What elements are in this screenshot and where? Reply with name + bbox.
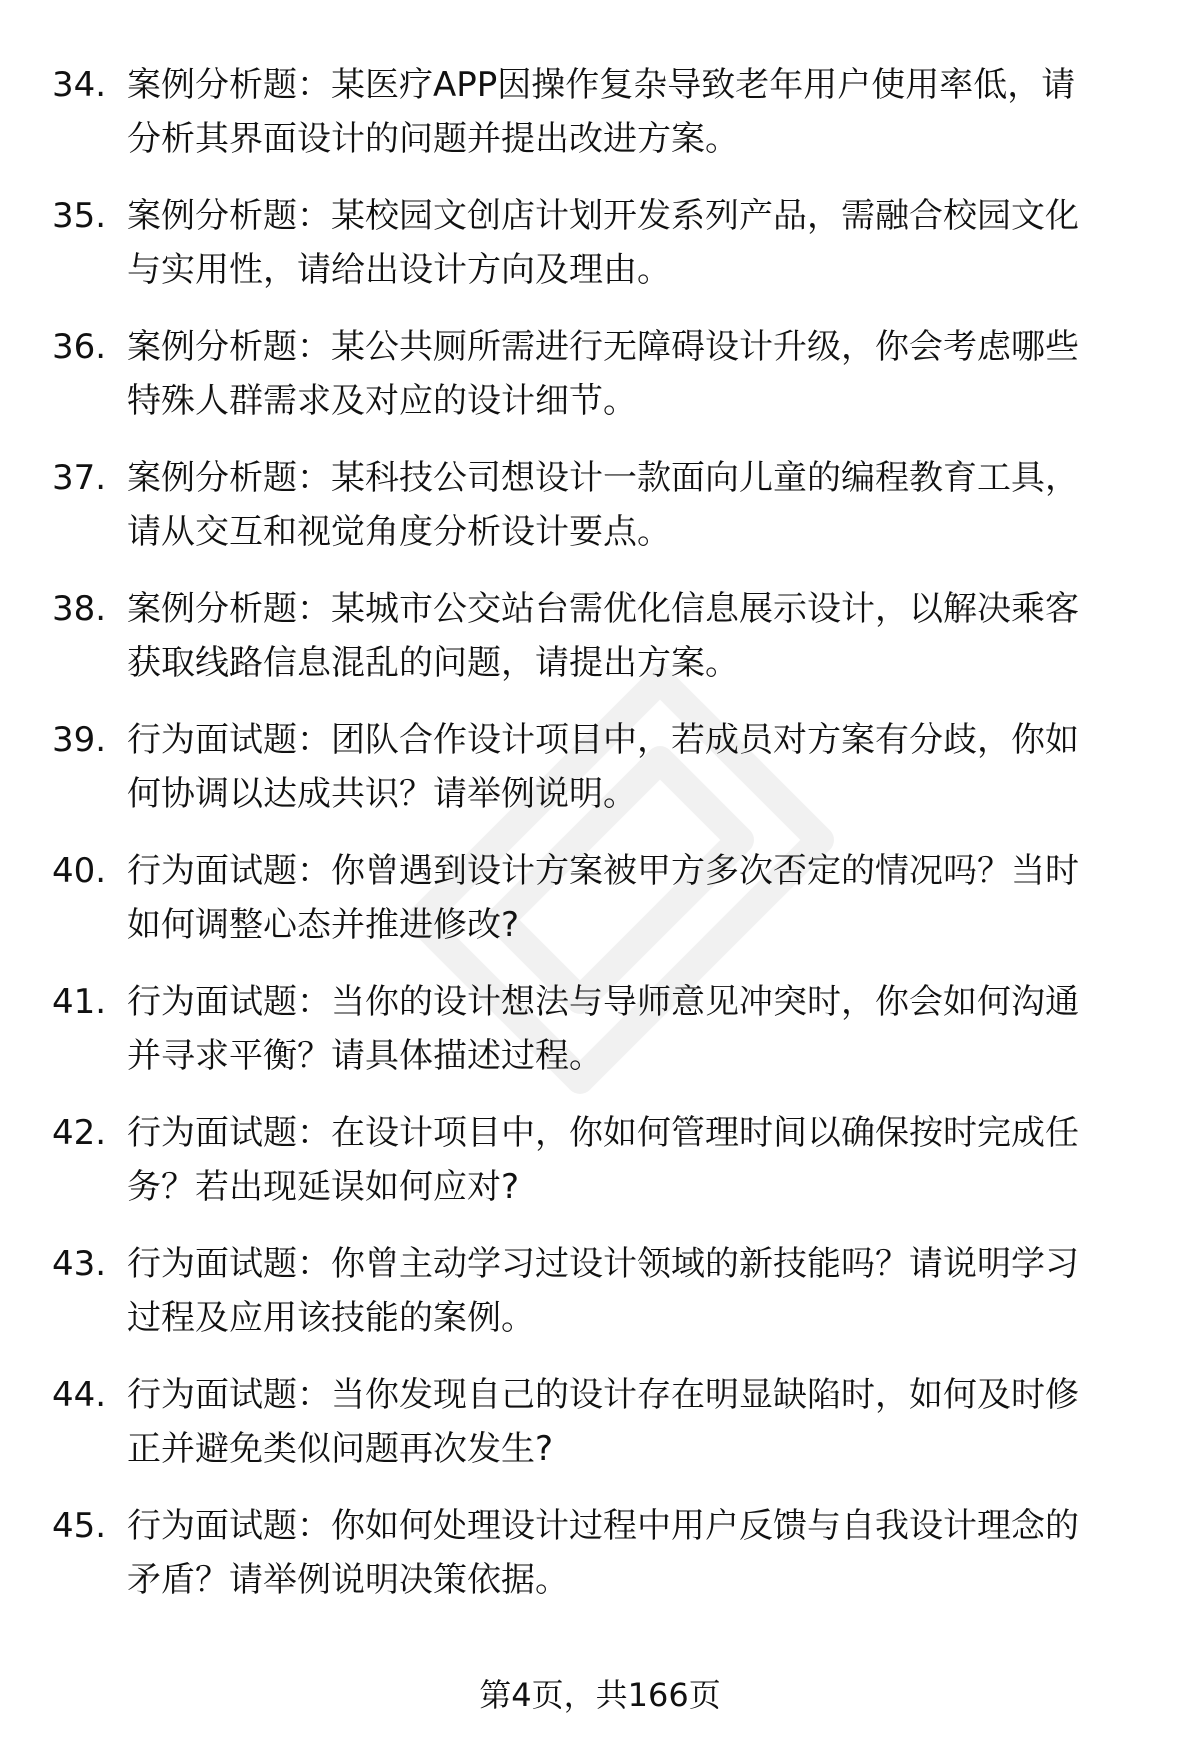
question-text-line: 案例分析题：某城市公交站台需优化信息展示设计，以解决乘客 (127, 589, 1079, 629)
question-number: 40. (52, 851, 107, 891)
question-text (127, 1499, 1137, 1607)
question-item (0, 320, 1200, 451)
question-number: 43. (52, 1244, 107, 1284)
question-text-line: 特殊人群需求及对应的设计细节。 (127, 381, 637, 421)
question-number: 36. (52, 327, 107, 367)
question-text (127, 58, 1137, 166)
question-number: 42. (52, 1113, 107, 1153)
question-text (127, 713, 1137, 821)
question-item (0, 1499, 1200, 1630)
question-text-line: 行为面试题：你曾主动学习过设计领域的新技能吗？请说明学习 (127, 1244, 1079, 1284)
question-item (0, 1237, 1200, 1368)
question-list (0, 58, 1200, 1630)
question-item (0, 1368, 1200, 1499)
question-text (127, 189, 1137, 297)
question-text (127, 975, 1137, 1083)
question-text (127, 451, 1137, 559)
question-number: 35. (52, 196, 107, 236)
page-footer: 第4页，共166页 (479, 1676, 721, 1714)
question-number: 34. (52, 65, 107, 105)
question-text-line: 行为面试题：当你的设计想法与导师意见冲突时，你会如何沟通 (127, 982, 1079, 1022)
question-item (0, 713, 1200, 844)
question-text-line: 务？若出现延误如何应对? (127, 1167, 520, 1207)
question-number: 38. (52, 589, 107, 629)
question-item (0, 844, 1200, 975)
question-text-line: 过程及应用该技能的案例。 (127, 1298, 535, 1338)
question-text-line: 请从交互和视觉角度分析设计要点。 (127, 512, 671, 552)
question-text-line: 案例分析题：某科技公司想设计一款面向儿童的编程教育工具， (127, 458, 1079, 498)
question-number: 44. (52, 1375, 107, 1415)
question-text (127, 320, 1137, 428)
question-text-line: 正并避免类似问题再次发生? (127, 1429, 554, 1469)
question-item (0, 189, 1200, 320)
question-text-line: 案例分析题：某校园文创店计划开发系列产品，需融合校园文化 (127, 196, 1079, 236)
question-text-line: 案例分析题：某医疗APP因操作复杂导致老年用户使用率低，请 (127, 65, 1076, 105)
question-text-line: 矛盾？请举例说明决策依据。 (127, 1560, 569, 1600)
question-text-line: 行为面试题：在设计项目中，你如何管理时间以确保按时完成任 (127, 1113, 1079, 1153)
question-number: 37. (52, 458, 107, 498)
question-text (127, 844, 1137, 952)
question-text-line: 如何调整心态并推进修改? (127, 905, 520, 945)
question-text-line: 与实用性，请给出设计方向及理由。 (127, 250, 671, 290)
question-item (0, 451, 1200, 582)
question-text (127, 1237, 1137, 1345)
question-number: 39. (52, 720, 107, 760)
question-text (127, 1106, 1137, 1214)
question-text-line: 行为面试题：团队合作设计项目中，若成员对方案有分歧，你如 (127, 720, 1079, 760)
question-item (0, 582, 1200, 713)
question-number: 41. (52, 982, 107, 1022)
question-text (127, 1368, 1137, 1476)
question-number: 45. (52, 1506, 107, 1546)
question-text-line: 行为面试题：你曾遇到设计方案被甲方多次否定的情况吗？当时 (127, 851, 1079, 891)
question-item (0, 58, 1200, 189)
question-item (0, 1106, 1200, 1237)
question-text-line: 分析其界面设计的问题并提出改进方案。 (127, 119, 739, 159)
question-text-line: 案例分析题：某公共厕所需进行无障碍设计升级，你会考虑哪些 (127, 327, 1079, 367)
question-text-line: 获取线路信息混乱的问题，请提出方案。 (127, 643, 739, 683)
question-text-line: 行为面试题：你如何处理设计过程中用户反馈与自我设计理念的 (127, 1506, 1079, 1546)
question-text-line: 行为面试题：当你发现自己的设计存在明显缺陷时，如何及时修 (127, 1375, 1079, 1415)
question-text-line: 何协调以达成共识？请举例说明。 (127, 774, 637, 814)
question-text (127, 582, 1137, 690)
question-text-line: 并寻求平衡？请具体描述过程。 (127, 1036, 603, 1076)
question-item (0, 975, 1200, 1106)
